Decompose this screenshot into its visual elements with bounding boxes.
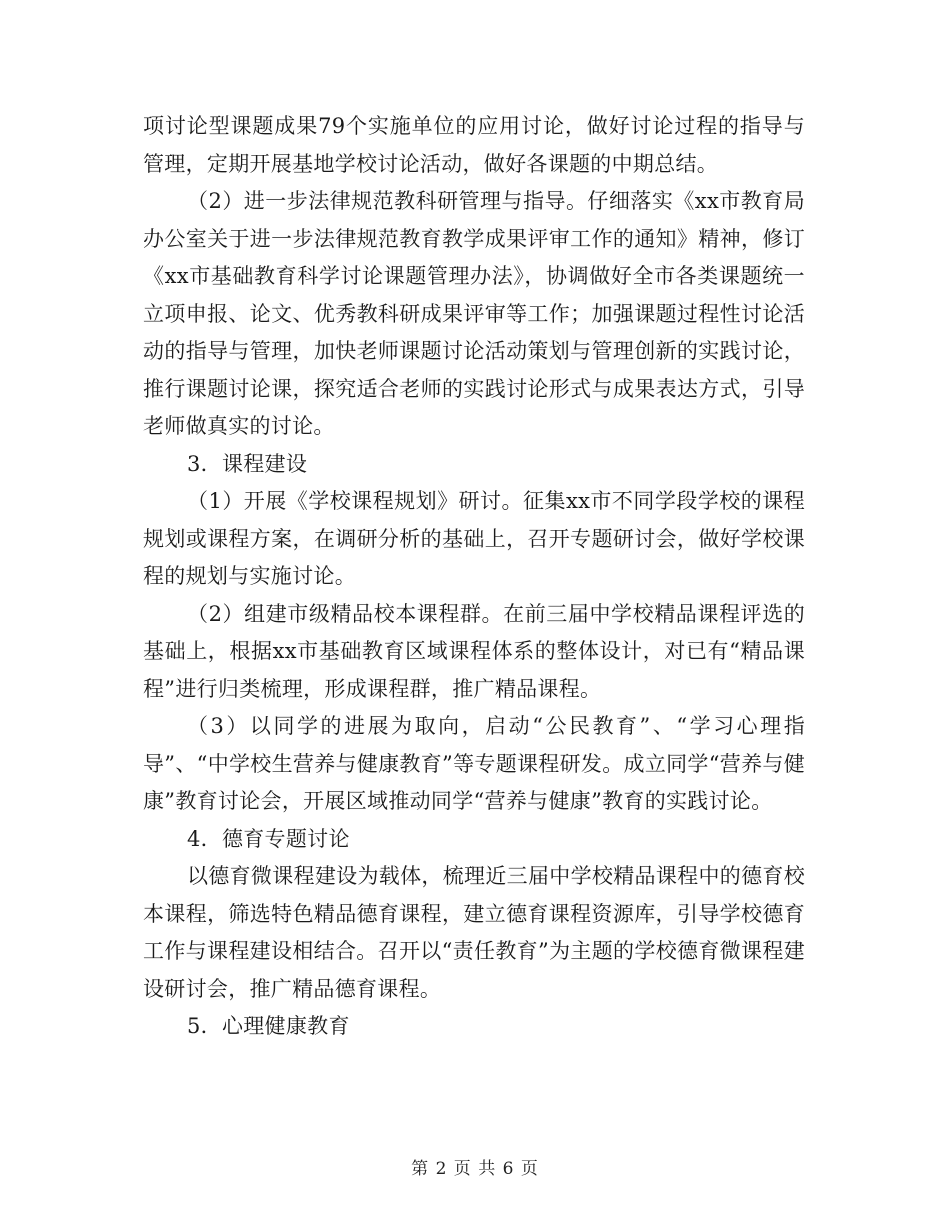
paragraph-research-management: （2）进一步法律规范教科研管理与指导。仔细落实《xx市教育局办公室关于进一步法律规范教育教学成果评审工作的通知》精神，修订《xx市基础教育科学讨论课题管理办法》，协调做好全市各类课题统一立项申报、论文、优秀教科研成果评审等工作；加强课题过程性讨论活动的指导与管理，加快老师课题讨论活动策划与管理创新的实践讨论，推行课题讨论课，探究适合老师的实践讨论形式与成果表达方式，引导老师做真实的讨论。 [143,189,805,438]
paragraph-special-courses: （3）以同学的进展为取向，启动“公民教育”、“学习心理指导”、“中学校生营养与健康教育”等专题课程研发。成立同学“营养与健康”教育讨论会，开展区域推动同学“营养与健康”教育的实践讨论。 [143,714,805,813]
section-heading-mental-health: 5．心理健康教育 [187,1014,350,1038]
section-heading-moral-education: 4．德育专题讨论 [187,826,350,851]
paragraph-course-group: （2）组建市级精品校本课程群。在前三届中学校精品课程评选的基础上，根据xx市基础教育区域课程体系的整体设计，对已有“精品课程”进行归类梳理，形成课程群，推广精品课程。 [143,601,805,701]
page-number-footer: 第 2 页 共 6 页 [411,1159,539,1179]
paragraph-moral-education: 以德育微课程建设为载体，梳理近三届中学校精品课程中的德育校本课程，筛选特色精品德育课程，建立德育课程资源库，引导学校德育工作与课程建设相结合。召开以“责任教育”为主题的学校德育微课程建设研讨会，推广精品德育课程。 [143,864,805,1001]
paragraph-curriculum-planning: （1）开展《学校课程规划》研讨。征集xx市不同学段学校的课程规划或课程方案，在调研分析的基础上，召开专题研讨会，做好学校课程的规划与实施讨论。 [143,489,805,588]
document-body [143,108,805,1046]
section-heading-curriculum: 3．课程建设 [187,451,308,476]
paragraph-continuation: 项讨论型课题成果79个实施单位的应用讨论，做好讨论过程的指导与管理，定期开展基地学校讨论活动，做好各课题的中期总结。 [143,114,805,176]
